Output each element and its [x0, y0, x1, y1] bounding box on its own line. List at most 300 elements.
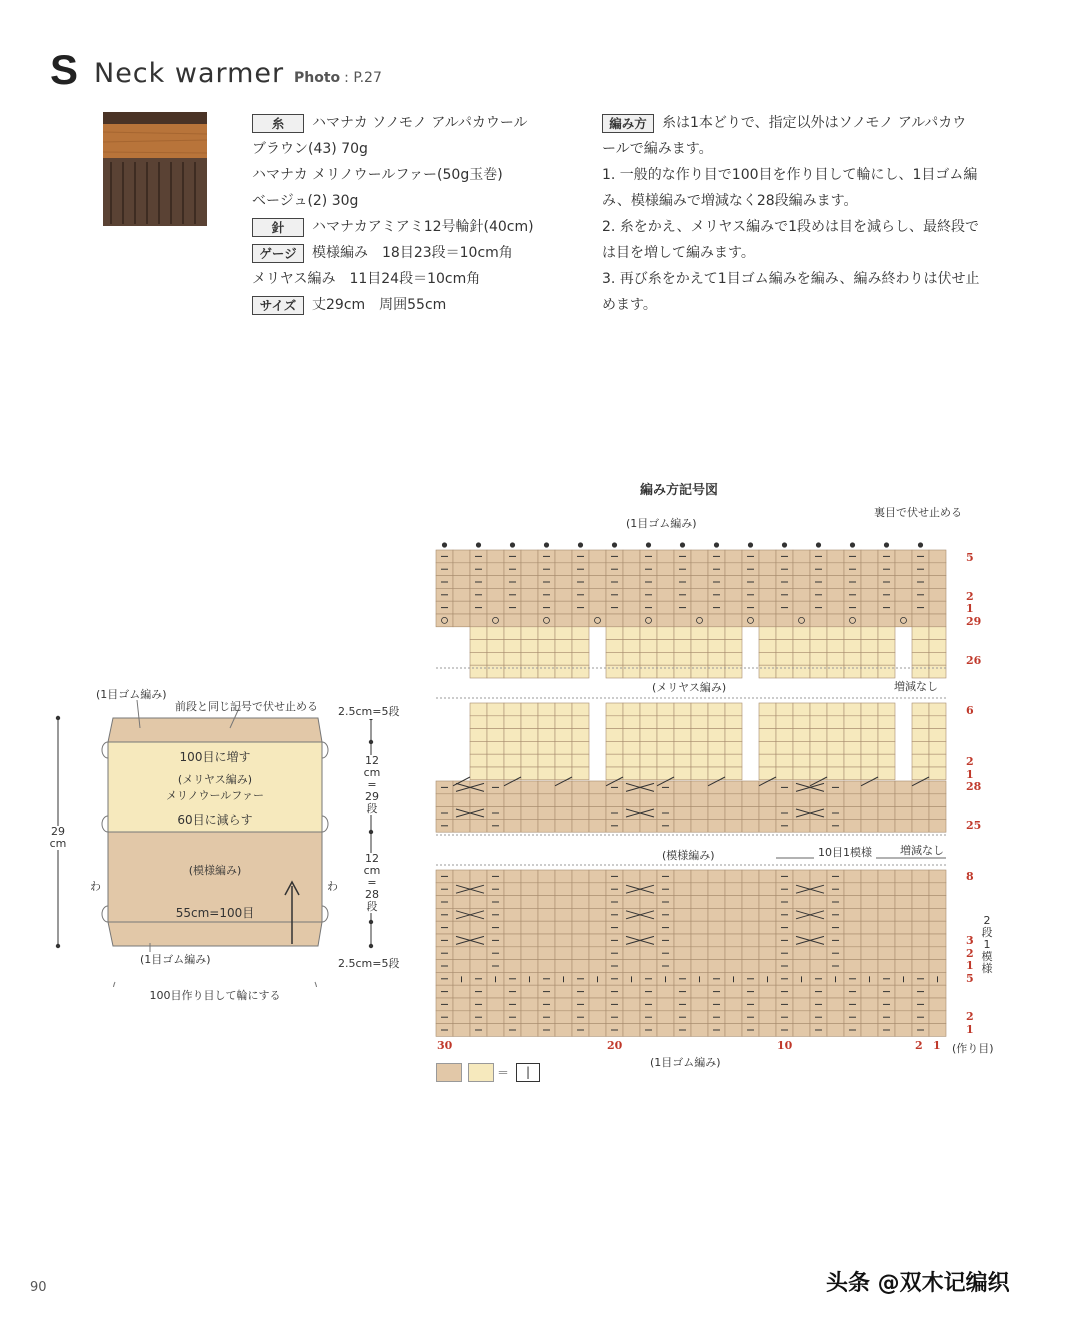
- chart-cell: [929, 921, 946, 934]
- chart-cell: [895, 550, 912, 563]
- chart-cell: [623, 985, 640, 998]
- chart-cell: [776, 794, 793, 807]
- chart-cell: [640, 741, 657, 754]
- chart-cell: [657, 754, 674, 767]
- chart-cell: [538, 934, 555, 947]
- chart-cell: [759, 985, 776, 998]
- chart-cell: [521, 640, 538, 653]
- chart-bottom-rib: (1目ゴム編み): [650, 1056, 721, 1069]
- chart-cell: [776, 754, 793, 767]
- chart-cell: [623, 960, 640, 973]
- chart-cell: [521, 807, 538, 820]
- chart-cell: [759, 665, 776, 678]
- chart-cell: [742, 781, 759, 794]
- chart-cell: [538, 960, 555, 973]
- chart-cell: [572, 870, 589, 883]
- chart-cell: [674, 934, 691, 947]
- size-label: サイズ: [252, 296, 304, 315]
- chart-cell: [912, 716, 929, 729]
- dim-lower: [361, 853, 383, 913]
- chart-cell: [793, 576, 810, 589]
- chart-cell: [844, 754, 861, 767]
- chart-cell: [861, 588, 878, 601]
- chart-cell: [810, 947, 827, 960]
- chart-cell: [504, 665, 521, 678]
- chart-cell: [606, 729, 623, 742]
- chart-cell: [827, 998, 844, 1011]
- chart-cell: [521, 947, 538, 960]
- chart-cell: [895, 563, 912, 576]
- chart-cell: [912, 883, 929, 896]
- chart-cell: [521, 960, 538, 973]
- chart-cell: [453, 998, 470, 1011]
- chart-cell: [793, 883, 810, 896]
- chart-cell: [810, 921, 827, 934]
- chart-cell: [487, 550, 504, 563]
- chart-cell: [759, 870, 776, 883]
- chart-cell: [521, 614, 538, 627]
- chart-cell: [470, 716, 487, 729]
- chart-cell: [912, 794, 929, 807]
- chart-cell: [912, 665, 929, 678]
- chart-cell: [538, 947, 555, 960]
- chart-cell: [555, 1011, 572, 1024]
- chart-cell: [589, 807, 606, 820]
- chart-cell: [810, 794, 827, 807]
- chart-cell: [555, 563, 572, 576]
- chart-cell: [521, 908, 538, 921]
- chart-cell: [555, 947, 572, 960]
- chart-cell: [844, 947, 861, 960]
- chart-cell: [640, 703, 657, 716]
- chart-cell: [878, 767, 895, 780]
- schematic-inc-note: 100目に増す: [179, 750, 251, 764]
- chart-cell: [623, 741, 640, 754]
- chart-cell: [572, 665, 589, 678]
- chart-cell: [691, 998, 708, 1011]
- chart-cell: [929, 588, 946, 601]
- photo-page: : P.27: [344, 70, 382, 86]
- chart-cell: [691, 550, 708, 563]
- chart-cell: [810, 665, 827, 678]
- chart-cell: [606, 652, 623, 665]
- chart-cell: [878, 896, 895, 909]
- instructions-intro: 糸は1本どりで、指定以外はソノモノ アルパカウ: [662, 115, 967, 131]
- chart-cell: [691, 794, 708, 807]
- chart-cell: [691, 807, 708, 820]
- chart-cell: [623, 588, 640, 601]
- chart-cell: [844, 870, 861, 883]
- chart-cell: [827, 665, 844, 678]
- instruction-step: 2. 糸をかえ、メリヤス編みで1段めは目を減らし、最終段で: [602, 219, 979, 235]
- chart-cell: [844, 807, 861, 820]
- chart-symbol: [714, 543, 718, 547]
- chart-cell: [793, 652, 810, 665]
- chart-cell: [759, 896, 776, 909]
- chart-cell: [623, 819, 640, 832]
- chart-cell: [861, 754, 878, 767]
- row-num: 8: [966, 870, 974, 883]
- chart-cell: [657, 652, 674, 665]
- chart-symbol: [680, 543, 684, 547]
- chart-cell: [895, 1024, 912, 1037]
- chart-cell: [640, 896, 657, 909]
- chart-cell: [589, 1024, 606, 1037]
- chart-cell: [640, 652, 657, 665]
- chart-cell: [929, 563, 946, 576]
- chart-cell: [759, 934, 776, 947]
- chart-cell: [487, 588, 504, 601]
- chart-cell: [623, 781, 640, 794]
- chart-cell: [521, 665, 538, 678]
- chart-cell: [878, 934, 895, 947]
- chart-cell: [776, 627, 793, 640]
- chart-cell: [929, 934, 946, 947]
- chart-cell: [861, 601, 878, 614]
- chart-cell: [589, 781, 606, 794]
- yarn-line3: ハマナカ メリノウールファー(50g玉巻): [252, 167, 503, 183]
- chart-cell: [929, 896, 946, 909]
- chart-cell: [640, 947, 657, 960]
- chart-cell: [555, 883, 572, 896]
- chart-cell: [793, 550, 810, 563]
- chart-cell: [470, 908, 487, 921]
- chart-cell: [640, 819, 657, 832]
- chart-cell: [606, 640, 623, 653]
- chart-cell: [555, 576, 572, 589]
- chart-cell: [844, 716, 861, 729]
- chart-cell: [521, 588, 538, 601]
- chart-cell: [810, 614, 827, 627]
- chart-cell: [555, 703, 572, 716]
- chart-cell: [640, 665, 657, 678]
- chart-cell: [725, 716, 742, 729]
- chart-cell: [589, 960, 606, 973]
- chart-cell: [572, 794, 589, 807]
- chart-cell: [844, 819, 861, 832]
- chart-cell: [589, 614, 606, 627]
- chart-cell: [708, 896, 725, 909]
- chart-cell: [759, 1011, 776, 1024]
- chart-cell: [623, 665, 640, 678]
- chart-cell: [861, 614, 878, 627]
- chart-cell: [793, 563, 810, 576]
- chart-cell: [555, 934, 572, 947]
- chart-cell: [487, 767, 504, 780]
- row-num: 1: [966, 959, 974, 972]
- schematic-bottom-rib: (1目ゴム編み): [140, 953, 211, 966]
- chart-cell: [453, 781, 470, 794]
- chart-cell: [827, 754, 844, 767]
- chart-cell: [623, 908, 640, 921]
- chart-cell: [640, 754, 657, 767]
- chart-cell: [861, 627, 878, 640]
- row-num: 2: [966, 1010, 974, 1023]
- chart-cell: [725, 741, 742, 754]
- schematic-bind-off-note: 前段と同じ記号で伏せ止める: [175, 700, 318, 713]
- chart-cell: [708, 807, 725, 820]
- chart-cell: [878, 716, 895, 729]
- chart-cell: [538, 665, 555, 678]
- chart-cell: [470, 819, 487, 832]
- chart-cell: [674, 896, 691, 909]
- chart-cell: [895, 794, 912, 807]
- chart-cell: [691, 640, 708, 653]
- chart-cell: [453, 896, 470, 909]
- chart-cell: [504, 614, 521, 627]
- chart-cell: [844, 883, 861, 896]
- chart-cell: [929, 883, 946, 896]
- chart-symbol: [850, 543, 854, 547]
- legend-equals: ＝: [497, 1066, 510, 1080]
- chart-cell: [810, 754, 827, 767]
- chart-cell: [827, 741, 844, 754]
- chart-cell: [708, 703, 725, 716]
- chart-cell: [708, 934, 725, 947]
- chart-cell: [725, 614, 742, 627]
- chart-cell: [912, 819, 929, 832]
- chart-cell: [878, 960, 895, 973]
- chart-cell: [453, 947, 470, 960]
- row-num: 2: [966, 947, 974, 960]
- dim-mid-5: 段: [366, 802, 378, 815]
- repeat-side-3: 1: [983, 938, 991, 951]
- gauge-label: ゲージ: [252, 244, 304, 263]
- chart-cell: [929, 729, 946, 742]
- chart-cell: [759, 588, 776, 601]
- chart-cell: [691, 729, 708, 742]
- chart-cell: [555, 921, 572, 934]
- chart-repeat-note: 10目1模様: [814, 844, 876, 860]
- chart-no-change-2: 増減なし: [900, 844, 944, 857]
- row-num: 1: [966, 768, 974, 781]
- chart-cell: [827, 729, 844, 742]
- chart-cell: [912, 614, 929, 627]
- chart-cell: [793, 627, 810, 640]
- chart-cell: [793, 794, 810, 807]
- chart-cell: [572, 729, 589, 742]
- chart-cell: [572, 896, 589, 909]
- chart-cell: [623, 767, 640, 780]
- chart-cell: [844, 794, 861, 807]
- chart-cell: [759, 794, 776, 807]
- chart-cell: [623, 550, 640, 563]
- chart-cell: [606, 665, 623, 678]
- chart-cell: [827, 614, 844, 627]
- chart-cell: [487, 652, 504, 665]
- chart-cell: [589, 550, 606, 563]
- yarn-label: 糸: [252, 114, 304, 133]
- chart-cell: [572, 947, 589, 960]
- chart-cell: [572, 921, 589, 934]
- chart-cell: [674, 819, 691, 832]
- chart-cell: [827, 627, 844, 640]
- chart-cell: [589, 934, 606, 947]
- loop-label-right: わ: [327, 880, 338, 893]
- chart-cell: [878, 754, 895, 767]
- chart-cell: [521, 1011, 538, 1024]
- chart-cell: [725, 588, 742, 601]
- chart-cell: [759, 614, 776, 627]
- chart-cell: [895, 947, 912, 960]
- chart-cell: [572, 754, 589, 767]
- schematic-total-height: [46, 826, 70, 850]
- chart-cell: [708, 614, 725, 627]
- chart-cell: [674, 960, 691, 973]
- chart-cell: [725, 896, 742, 909]
- chart-cell: [538, 908, 555, 921]
- chart-cell: [929, 998, 946, 1011]
- chart-cell: [878, 703, 895, 716]
- row-num: 1: [966, 602, 974, 615]
- chart-cell: [504, 947, 521, 960]
- chart-cell: [912, 960, 929, 973]
- schematic-dec-note: 60目に減らす: [177, 813, 253, 827]
- chart-cell: [657, 588, 674, 601]
- chart-cell: [521, 601, 538, 614]
- row-num: 26: [966, 654, 982, 667]
- chart-cell: [861, 640, 878, 653]
- chart-cell: [640, 716, 657, 729]
- chart-cell: [725, 1011, 742, 1024]
- chart-cell: [878, 614, 895, 627]
- chart-cell: [793, 819, 810, 832]
- chart-cell: [521, 703, 538, 716]
- chart-cell: [691, 985, 708, 998]
- chart-cell: [487, 563, 504, 576]
- chart-cell: [878, 741, 895, 754]
- chart-cell: [504, 703, 521, 716]
- chart-cell: [878, 883, 895, 896]
- chart-cell: [810, 741, 827, 754]
- chart-cell: [691, 947, 708, 960]
- chart-cell: [555, 614, 572, 627]
- chart-cell: [470, 960, 487, 973]
- chart-cell: [623, 870, 640, 883]
- chart-cell: [589, 998, 606, 1011]
- dim-low-1: 12: [365, 852, 379, 865]
- chart-cell: [929, 741, 946, 754]
- chart-cell: [759, 908, 776, 921]
- chart-cell: [759, 781, 776, 794]
- repeat-side-note: [980, 915, 994, 975]
- chart-cell: [827, 576, 844, 589]
- chart-cell: [793, 807, 810, 820]
- chart-cell: [742, 794, 759, 807]
- chart-cell: [504, 627, 521, 640]
- chart-cell: [487, 665, 504, 678]
- chart-cell: [521, 550, 538, 563]
- chart-cell: [538, 652, 555, 665]
- chart-cell: [759, 563, 776, 576]
- chart-cell: [538, 870, 555, 883]
- chart-cell: [470, 741, 487, 754]
- chart-cell: [929, 870, 946, 883]
- chart-cell: [742, 947, 759, 960]
- chart-cell: [674, 870, 691, 883]
- chart-cell: [538, 741, 555, 754]
- chart-cell: [793, 767, 810, 780]
- chart-cell: [453, 1011, 470, 1024]
- chart-cell: [623, 576, 640, 589]
- chart-cell: [555, 896, 572, 909]
- chart-cell: [453, 985, 470, 998]
- chart-cell: [521, 729, 538, 742]
- chart-cell: [810, 703, 827, 716]
- col-num: 1: [933, 1039, 941, 1052]
- chart-cell: [453, 921, 470, 934]
- chart-cell: [776, 703, 793, 716]
- chart-cell: [725, 947, 742, 960]
- chart-cell: [504, 640, 521, 653]
- chart-cell: [861, 652, 878, 665]
- chart-cell: [453, 870, 470, 883]
- chart-cell: [861, 934, 878, 947]
- chart-cell: [929, 665, 946, 678]
- chart-cell: [572, 807, 589, 820]
- chart-cell: [572, 640, 589, 653]
- chart-cell: [844, 703, 861, 716]
- chart-cell: [895, 870, 912, 883]
- chart-cell: [453, 883, 470, 896]
- chart-cell: [861, 665, 878, 678]
- chart-cell: [725, 767, 742, 780]
- schematic-width-note: 55cm=100目: [175, 906, 255, 920]
- chart-cell: [453, 794, 470, 807]
- chart-cell: [759, 883, 776, 896]
- chart-cell: [589, 794, 606, 807]
- chart-cell: [895, 1011, 912, 1024]
- chart-cell: [844, 627, 861, 640]
- chart-cell: [793, 588, 810, 601]
- chart-cell: [504, 807, 521, 820]
- chart-cell: [470, 640, 487, 653]
- chart-cell: [691, 921, 708, 934]
- chart-cell: [538, 896, 555, 909]
- chart-cell: [929, 652, 946, 665]
- total-height-unit: cm: [49, 837, 67, 850]
- chart-cell: [793, 908, 810, 921]
- chart-cell: [725, 1024, 742, 1037]
- chart-cell: [725, 960, 742, 973]
- chart-cell: [640, 807, 657, 820]
- chart-cell: [861, 985, 878, 998]
- repeat-side-2: 段: [981, 926, 993, 939]
- chart-cell: [810, 716, 827, 729]
- chart-cell: [776, 652, 793, 665]
- chart-cell: [470, 883, 487, 896]
- chart-cell: [504, 896, 521, 909]
- chart-symbol: [476, 543, 480, 547]
- chart-cell: [776, 729, 793, 742]
- chart-cell: [708, 665, 725, 678]
- chart-cell: [844, 921, 861, 934]
- chart-cell: [691, 1011, 708, 1024]
- chart-cell: [487, 754, 504, 767]
- chart-cell: [674, 883, 691, 896]
- chart-cell: [861, 870, 878, 883]
- chart-cell: [674, 627, 691, 640]
- chart-cell: [521, 576, 538, 589]
- chart-cell: [929, 781, 946, 794]
- chart-cell: [793, 1011, 810, 1024]
- chart-cell: [521, 754, 538, 767]
- chart-cell: [844, 960, 861, 973]
- chart-cell: [759, 921, 776, 934]
- chart-cell: [623, 921, 640, 934]
- chart-cell: [504, 870, 521, 883]
- chart-cell: [827, 652, 844, 665]
